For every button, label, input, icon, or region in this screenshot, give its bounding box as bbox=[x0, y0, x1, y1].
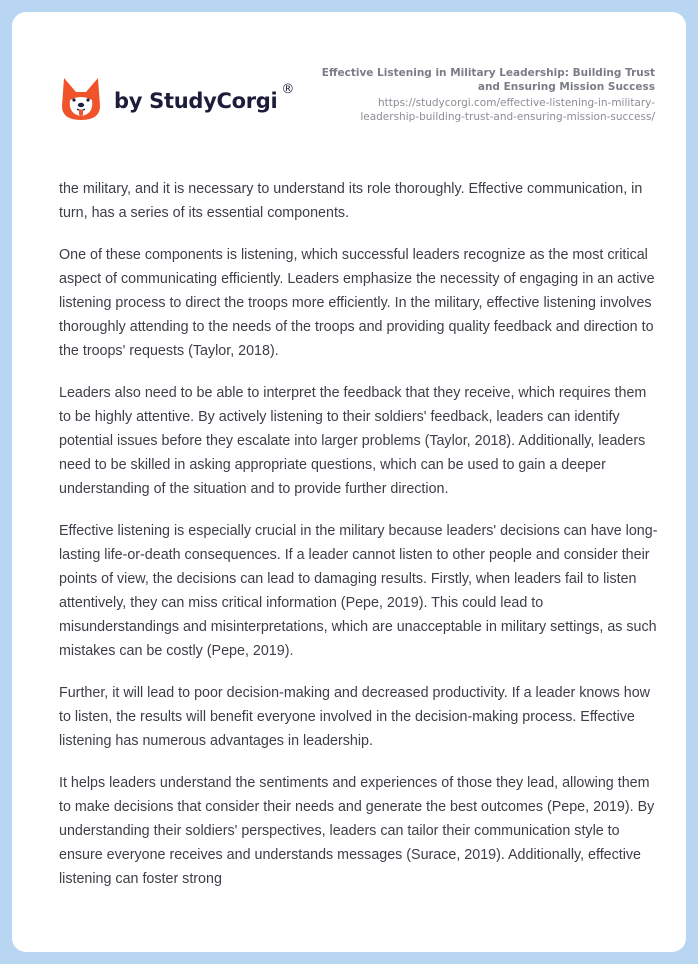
paragraph: the military, and it is necessary to understand its role thoroughly. Effective communication, in turn, has a series of its essential components. bbox=[59, 181, 643, 221]
document-page bbox=[12, 12, 686, 952]
paragraph: Further, it will lead to poor decision-making and decreased productivity. If a leader knows how to listen, the results will benefit everyone involved in the decision-making process. Effective listening has numerous advantages in leadership. bbox=[59, 685, 650, 749]
corgi-logo-icon bbox=[60, 76, 102, 122]
paragraph: One of these components is listening, which successful leaders recognize as the most critical aspect of communicating efficiently. Leaders emphasize the necessity of engaging in an active listening process to direct the troops more efficiently. In the military, effective listening involves thoroughly attending to the needs of the troops and providing quality feedback and direction to the troops' requests (Taylor, 2018). bbox=[59, 247, 655, 359]
registered-mark: ® bbox=[281, 81, 295, 97]
document-meta bbox=[295, 66, 655, 124]
document-url[interactable] bbox=[295, 96, 655, 124]
document-title-line-2: and Ensuring Mission Success bbox=[477, 81, 655, 93]
document-url-line-1[interactable]: https://studycorgi.com/effective-listening-in-military- bbox=[378, 97, 655, 109]
document-title-line-1: Effective Listening in Military Leadership: Building Trust bbox=[321, 67, 655, 79]
paragraph: Effective listening is especially crucial in the military because leaders' decisions can have long-lasting life-or-death consequences. If a leader cannot listen to other people and consider their points of view, the decisions can lead to damaging results. Firstly, when leaders fail to listen attentively, they can miss critical information (Pepe, 2019). This could lead to misunderstandings and misinterpretations, which are unacceptable in military settings, as such mistakes can be costly (Pepe, 2019). bbox=[59, 523, 658, 659]
document-body bbox=[59, 177, 659, 909]
paragraph: Leaders also need to be able to interpret the feedback that they receive, which requires them to be highly attentive. By actively listening to their soldiers' feedback, leaders can identify potential issues before they escalate into larger problems (Taylor, 2018). Additionally, leaders need to be skilled in asking appropriate questions, which can be used to gain a deeper understanding of the situation and to provide further direction. bbox=[59, 385, 647, 497]
studycorgi-logo[interactable] bbox=[60, 76, 294, 122]
paragraph: It helps leaders understand the sentiments and experiences of those they lead, allowing them to make decisions that consider their needs and generate the best outcomes (Pepe, 2019). By understanding their soldiers' perspectives, leaders can tailor their communication style to ensure everyone receives and understands messages (Surace, 2019). Additionally, effective listening can foster strong bbox=[59, 775, 655, 887]
document-url-line-2[interactable]: leadership-building-trust-and-ensuring-mission-success/ bbox=[360, 111, 655, 123]
page-header bbox=[12, 12, 686, 152]
document-title bbox=[295, 66, 655, 94]
brand-name: by StudyCorgi bbox=[114, 89, 278, 113]
